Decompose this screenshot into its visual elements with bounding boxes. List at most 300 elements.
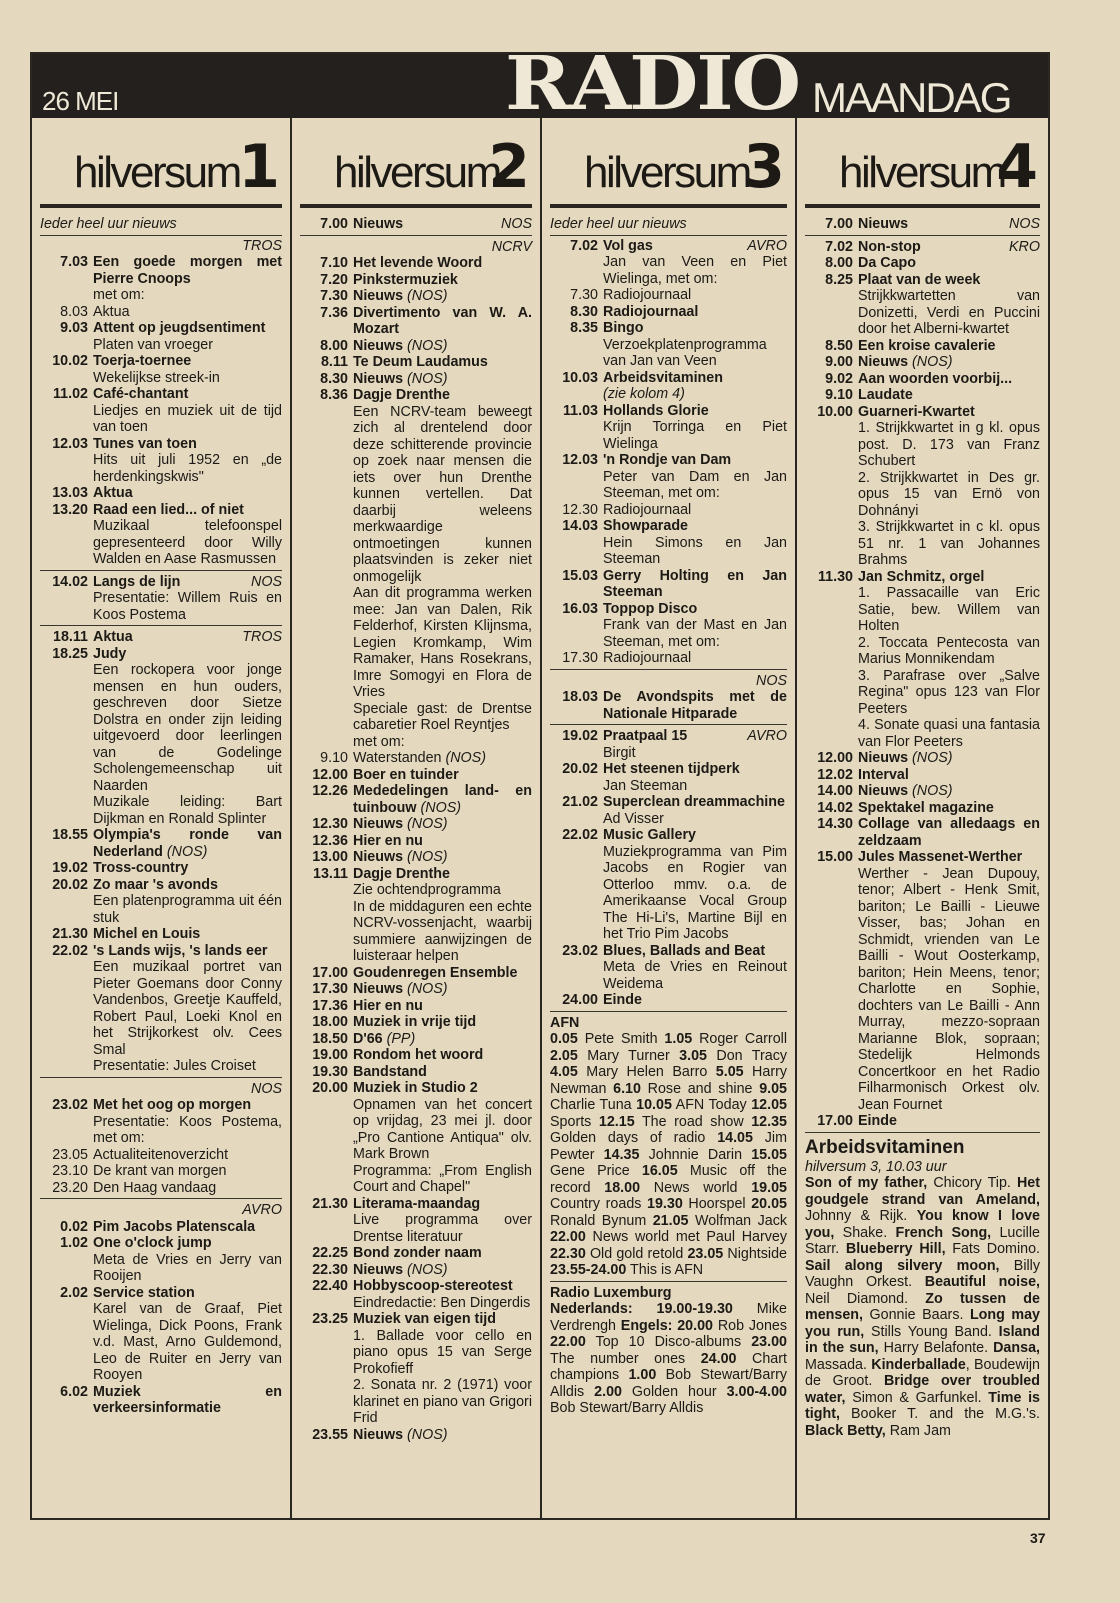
program-time: 8.36	[320, 387, 348, 403]
program-title: Da Capo	[858, 255, 916, 271]
bold-segment: 2.00	[594, 1383, 622, 1400]
program-entry	[300, 288, 532, 305]
program-title: D'66	[353, 1030, 383, 1047]
text-segment: Johnny & Rijk.	[805, 1208, 917, 1224]
program-entry	[300, 1278, 532, 1311]
program-title: Aktua	[93, 303, 130, 320]
program-time: 17.30	[312, 981, 348, 997]
program-title: Service station	[93, 1284, 195, 1301]
station-name: hilversum	[584, 148, 750, 197]
program-title: Spektakel magazine	[858, 799, 994, 816]
program-text	[353, 849, 532, 866]
text-segment: This is AFN	[626, 1262, 704, 1278]
program-text	[603, 403, 787, 453]
program-time: 18.55	[52, 827, 88, 843]
program-text	[858, 239, 1040, 256]
program-description: Een platenprogramma uit één stuk	[93, 893, 282, 926]
bold-segment: 0.05	[550, 1031, 578, 1047]
broadcaster-label: TROS	[242, 237, 282, 254]
program-entry	[550, 238, 787, 288]
program-title: Aktua	[93, 629, 133, 645]
program-entry	[40, 1285, 282, 1384]
program-text	[93, 646, 282, 828]
program-description: Presentatie: Koos Postema, met om:	[93, 1113, 282, 1146]
text-segment: Golden days of radio	[550, 1130, 718, 1146]
program-text	[353, 305, 532, 338]
program-time: 10.00	[817, 403, 853, 420]
program-description: Verzoekplatenprogramma van Jan van Veen	[603, 336, 767, 369]
program-time: 23.02	[52, 1097, 88, 1113]
program-title: Te Deum Laudamus	[353, 354, 488, 370]
divider	[300, 235, 532, 236]
bold-segment: 23.55-24.00	[550, 1262, 627, 1278]
program-description: Zie ochtendprogramma	[353, 882, 501, 898]
program-text	[353, 783, 532, 816]
column-hilversum-3	[540, 118, 795, 1518]
broadcaster-suffix: (NOS)	[420, 799, 462, 816]
program-entry	[805, 1113, 1040, 1130]
program-title: Radiojournaal	[603, 303, 699, 320]
station-number: 2	[488, 132, 530, 202]
program-description: Muzikale leiding: Bart Dijkman en Ronald Splinter	[93, 794, 282, 827]
program-time: 22.02	[562, 827, 598, 843]
program-description: 3. Parafrase over „Salve Regina" opus 123 van Flor Peeters	[858, 667, 1040, 717]
program-text	[603, 502, 787, 519]
broadcaster-label: AVRO	[242, 1202, 282, 1218]
program-time: 13.11	[313, 865, 348, 882]
program-description: Werther - Jean Dupouy, tenor; Albert - Henk Smit, bariton; Le Bailli - Lieuwe Visser, bas; Johan en Schmidt, vrienden van Le Bailli - Wout Oosterkamp, bariton; Hein Meens, tenor; Charlotte en Sophie, dochters van Le Bailli - Ann Murray, mezzo-sopraan Marianne Blok, sopraan; Stedelijk Helmonds Concertkoor en het Radio Filharmonisch Orkest olv. Jean Fournet	[858, 865, 1040, 1113]
program-entry	[300, 1031, 532, 1048]
bold-segment: 19.05	[751, 1179, 787, 1196]
program-title: Goudenregen Ensemble	[353, 964, 518, 981]
text-segment: Billy Vaughn Orkest.	[805, 1257, 1041, 1290]
broadcaster-suffix: (NOS)	[407, 816, 448, 832]
program-description: Ad Visser	[603, 810, 664, 827]
program-text	[603, 320, 787, 370]
bold-segment: Black Betty,	[805, 1422, 886, 1439]
program-text	[603, 287, 787, 304]
program-text	[353, 767, 532, 784]
program-entry	[805, 354, 1040, 371]
program-text	[603, 728, 787, 761]
program-text	[603, 568, 787, 601]
program-time: 21.02	[562, 794, 598, 810]
program-title: 's Lands wijs, 's lands eer	[93, 942, 268, 959]
program-text	[353, 272, 532, 289]
column-header	[40, 118, 282, 208]
program-description: 1. Passacaille van Eric Satie, bew. Willem van Holten	[858, 585, 1040, 634]
program-text	[603, 827, 787, 943]
program-time: 23.55	[312, 1426, 348, 1443]
program-title: De krant van morgen	[93, 1163, 227, 1179]
program-text	[858, 750, 1040, 767]
program-time: 13.03	[52, 485, 88, 501]
program-text	[603, 943, 787, 993]
bold-segment: 16.05	[641, 1163, 678, 1179]
divider	[550, 1281, 787, 1282]
program-title: Langs de lijn	[93, 573, 181, 590]
program-title: Tunes van toen	[93, 435, 197, 452]
feature-title: Arbeidsvitaminen	[805, 1136, 965, 1158]
text-segment: Jim Pewter	[550, 1130, 787, 1163]
program-text	[603, 518, 787, 568]
program-time: 19.00	[312, 1047, 348, 1063]
program-title: Nieuws	[353, 337, 404, 354]
program-time: 22.30	[312, 1261, 348, 1278]
program-text	[603, 304, 787, 321]
listing-paragraph	[805, 1175, 1040, 1439]
bold-segment: 5.05	[715, 1064, 744, 1080]
program-description: 1. Strijkkwartet in g kl. opus post. D. 173 van Franz Schubert	[858, 420, 1040, 469]
program-description: Meta de Vries en Reinout Weidema	[603, 959, 787, 992]
program-time: 20.00	[312, 1080, 348, 1096]
program-title: Radiojournaal	[603, 650, 692, 666]
column-header	[550, 118, 787, 208]
text-segment: Hoorspel	[682, 1196, 752, 1212]
station-name: hilversum	[839, 148, 1005, 197]
program-description: Krijn Torringa en Piet Wielinga	[603, 419, 787, 452]
program-time: 16.03	[562, 600, 598, 617]
program-description: Frank van der Mast en Jan Steeman, met om:	[603, 617, 787, 650]
program-title: Nieuws	[353, 216, 404, 232]
broadcaster-label: TROS	[242, 629, 282, 645]
bold-segment: Sail along silvery moon,	[805, 1257, 1000, 1274]
header-date: 26 MEI	[42, 86, 119, 116]
text-segment: Nightside	[723, 1245, 787, 1262]
program-entry	[40, 502, 282, 568]
broadcaster-suffix: (NOS)	[912, 750, 953, 766]
program-time: 9.10	[320, 750, 348, 766]
program-text	[353, 998, 532, 1015]
program-text	[858, 816, 1040, 849]
broadcaster-label: AVRO	[747, 237, 787, 254]
text-segment: Pete Smith	[577, 1031, 665, 1047]
text-segment: Bob Stewart/Barry Alldis	[550, 1400, 704, 1416]
program-title: Divertimento van W. A. Mozart	[353, 304, 532, 337]
program-time: 8.00	[825, 255, 853, 271]
text-segment: Gene Price	[550, 1163, 642, 1179]
program-entry	[300, 1245, 532, 1262]
program-entry	[550, 452, 787, 502]
program-title: Nieuws	[353, 370, 404, 387]
bold-segment: 1.05	[664, 1031, 693, 1047]
bold-segment: 23.00	[751, 1334, 787, 1350]
program-text	[93, 353, 282, 386]
bold-segment: 4.05	[550, 1064, 578, 1080]
program-entry	[805, 404, 1040, 569]
program-title: Nieuws	[353, 1426, 404, 1443]
program-text	[93, 1097, 282, 1147]
program-description: Presentatie: Jules Croiset	[93, 1058, 256, 1074]
program-entry	[550, 287, 787, 304]
program-text	[858, 387, 1040, 404]
program-entry	[300, 255, 532, 272]
program-entry	[300, 866, 532, 965]
program-time: 14.02	[817, 799, 853, 816]
text-segment: Mary Helen Barro	[577, 1064, 716, 1080]
bold-segment: Kinderballade	[871, 1356, 966, 1373]
program-text	[93, 860, 282, 877]
program-description: Hein Simons en Jan Steeman	[603, 534, 787, 567]
program-text	[603, 794, 787, 827]
program-title: Nieuws	[353, 849, 404, 865]
program-description: 2. Sonata nr. 2 (1971) voor klarinet en piano van Grigori Frid	[353, 1377, 532, 1426]
program-entry	[300, 272, 532, 289]
text-segment: Lucille Starr.	[805, 1224, 1040, 1257]
program-text	[353, 833, 532, 850]
program-time: 17.30	[562, 650, 598, 666]
program-list	[40, 208, 282, 1417]
bold-segment: Blueberry Hill,	[845, 1241, 946, 1257]
program-time: 23.05	[52, 1146, 88, 1163]
program-title: Hier en nu	[353, 997, 423, 1014]
bold-segment: Engels: 20.00	[620, 1317, 714, 1334]
program-time: 19.02	[52, 860, 88, 876]
program-entry	[805, 387, 1040, 404]
program-entry	[550, 502, 787, 519]
program-description: In de middaguren een echte NCRV-vossenjacht, waarbij summiere aanwijzingen de luisteraar helpen	[353, 898, 532, 964]
text-segment: Top 10 Disco-albums	[585, 1334, 752, 1350]
program-description: 2. Toccata Pentecosta van Marius Monnikendam	[858, 634, 1040, 667]
program-title: Guarneri-Kwartet	[858, 403, 975, 420]
program-text	[603, 689, 787, 722]
program-entry	[805, 767, 1040, 784]
program-text	[353, 816, 532, 833]
bold-segment: 10.05	[636, 1097, 672, 1113]
program-text	[353, 1047, 532, 1064]
bold-segment: Het goudgele strand van Ameland,	[805, 1175, 1041, 1208]
program-text	[353, 1196, 532, 1246]
program-text	[353, 255, 532, 272]
broadcaster-label: KRO	[1009, 238, 1040, 255]
bold-segment: 3.00-4.00	[726, 1383, 788, 1400]
program-time: 12.02	[817, 766, 853, 783]
program-time: 7.30	[570, 287, 598, 303]
listing-paragraph	[550, 1031, 787, 1279]
program-time: 8.30	[320, 370, 348, 387]
program-title: Dagje Drenthe	[353, 865, 450, 882]
program-description: Peter van Dam en Jan Steeman, met om:	[603, 468, 787, 501]
program-entry	[300, 305, 532, 338]
text-segment: Music off the record	[550, 1163, 787, 1196]
program-description: Muziekprogramma van Pim Jacobs en Rogier van Otterloo mmv. o.a. de Amerikaanse Vocal Group The Hi-Li's, Martine Bijl en het Trio Pim Jacobs	[603, 843, 787, 942]
divider	[40, 625, 282, 626]
program-title: Nieuws	[858, 783, 909, 799]
program-time: 10.03	[562, 369, 598, 386]
program-description: Jan van Veen en Piet Wielinga, met om:	[603, 254, 787, 287]
program-title: Een kroise cavalerie	[858, 337, 996, 354]
program-entry	[550, 761, 787, 794]
program-text	[93, 877, 282, 927]
program-title: Einde	[603, 992, 642, 1008]
program-title: Tross-country	[93, 860, 189, 876]
program-description: 3. Strijkkwartet in c kl. opus 51 nr. 1 van Johannes Brahms	[858, 519, 1040, 568]
program-description: Hits uit juli 1952 en „de herdenkingskwis"	[93, 452, 282, 485]
program-time: 13.20	[52, 501, 88, 518]
program-entry	[40, 485, 282, 502]
program-time: 8.35	[570, 320, 598, 336]
text-segment: Simon & Garfunkel.	[845, 1389, 989, 1406]
program-time: 7.10	[320, 255, 348, 271]
program-entry	[300, 849, 532, 866]
text-segment: Gonnie Baars.	[863, 1307, 970, 1323]
program-time: 20.02	[52, 876, 88, 893]
program-entry	[40, 860, 282, 877]
program-time: 19.02	[562, 728, 598, 744]
program-title: Rondom het woord	[353, 1047, 484, 1063]
program-text	[353, 981, 532, 998]
program-title: Interval	[858, 766, 909, 783]
hourly-news-note: Ieder heel uur nieuws	[40, 216, 282, 236]
divider	[550, 669, 787, 670]
program-title: Een goede morgen met Pierre Cnoops	[93, 254, 282, 287]
broadcaster-suffix: (NOS)	[407, 849, 448, 865]
program-time: 21.30	[52, 926, 88, 942]
program-entry	[300, 1196, 532, 1246]
program-description: Presentatie: Willem Ruis en Koos Postema	[93, 590, 282, 623]
station-name: hilversum	[334, 148, 500, 197]
program-title: Toppop Disco	[603, 600, 698, 617]
program-entry	[40, 353, 282, 386]
program-text	[603, 761, 787, 794]
program-time: 7.30	[320, 288, 348, 304]
text-segment: Wolfman Jack	[688, 1212, 787, 1229]
program-text	[93, 1285, 282, 1384]
broadcaster-label: NCRV	[491, 238, 532, 255]
program-title: One o'clock jump	[93, 1235, 212, 1251]
bold-segment: 22.30	[550, 1245, 586, 1262]
program-time: 12.03	[52, 435, 88, 452]
header-title: RADIO	[505, 41, 799, 127]
program-time: 22.02	[52, 942, 88, 959]
program-entry	[550, 403, 787, 453]
program-time: 7.02	[825, 238, 853, 255]
program-title: Bandstand	[353, 1063, 427, 1080]
text-segment: Massada.	[805, 1356, 872, 1373]
text-segment: Neil Diamond.	[805, 1290, 926, 1307]
program-entry	[550, 518, 787, 568]
program-time: 8.30	[570, 303, 598, 320]
program-entry	[300, 371, 532, 388]
program-text	[93, 1219, 282, 1236]
bold-segment: 21.05	[652, 1212, 689, 1229]
program-title: Laudate	[858, 387, 913, 403]
program-text	[353, 1014, 532, 1031]
section-heading: Radio Luxemburg	[550, 1284, 672, 1301]
program-entry	[300, 833, 532, 850]
program-entry	[40, 436, 282, 486]
bold-segment: 12.15	[598, 1113, 635, 1130]
page-number: 37	[1030, 1530, 1046, 1546]
text-segment: Country roads	[550, 1196, 648, 1212]
program-entry	[40, 646, 282, 828]
bold-segment: 22.00	[550, 1229, 586, 1245]
program-time: 8.00	[320, 337, 348, 354]
program-description: Meta de Vries en Jerry van Rooijen	[93, 1251, 282, 1284]
program-list	[805, 208, 1040, 1439]
program-entry	[300, 1311, 532, 1427]
broadcaster-label: NOS	[251, 1080, 282, 1097]
program-description: Opnamen van het concert op vrijdag, 23 mei jl. door „Pro Cantione Antiqua" olv. Mark Brown	[353, 1096, 532, 1162]
program-title: Plaat van de week	[858, 271, 981, 288]
program-text	[603, 238, 787, 288]
program-entry	[550, 601, 787, 651]
program-entry	[300, 783, 532, 816]
program-text	[353, 354, 532, 371]
program-title: Muziek van eigen tijd	[353, 1311, 496, 1327]
program-title: Den Haag vandaag	[93, 1179, 217, 1196]
text-segment: Harry Newman	[550, 1064, 787, 1097]
program-entry	[805, 239, 1040, 256]
text-segment: Rose and shine	[640, 1080, 760, 1097]
program-description: 1. Ballade voor cello en piano opus 15 van Serge Prokofieff	[353, 1327, 532, 1377]
program-time: 22.40	[312, 1278, 348, 1294]
bold-segment: 3.05	[679, 1047, 707, 1064]
feature-subtitle: hilversum 3, 10.03 uur	[805, 1158, 947, 1175]
broadcaster-suffix: (NOS)	[407, 1426, 448, 1443]
program-description: met om:	[93, 287, 145, 303]
program-text	[93, 304, 282, 321]
listing-paragraph	[550, 1301, 787, 1417]
program-entry	[550, 689, 787, 722]
program-text	[93, 1235, 282, 1285]
program-entry	[805, 272, 1040, 338]
bold-segment: 22.00	[550, 1334, 586, 1350]
program-entry	[300, 998, 532, 1015]
program-text	[353, 1427, 532, 1444]
program-title: Toerja-toernee	[93, 353, 192, 369]
program-time: 14.30	[817, 816, 853, 832]
program-title: Nieuws	[858, 750, 909, 766]
program-time: 10.02	[52, 353, 88, 369]
broadcaster-suffix: (NOS)	[407, 981, 448, 997]
divider	[40, 570, 282, 571]
program-time: 23.10	[52, 1163, 88, 1179]
program-description: Aan dit programma werken mee: Jan van Dalen, Rik Felderhof, Kirsten Klijnsma, Legien Kromkamp, Wim Ramaker, Hans Rosekrans, Imre Somogyi en Flora de Vries	[353, 585, 532, 700]
program-title: Aan woorden voorbij...	[858, 370, 1013, 387]
program-time: 12.30	[562, 501, 598, 518]
divider	[40, 1198, 282, 1199]
text-segment: Stills Young Band.	[864, 1323, 999, 1340]
program-text	[93, 436, 282, 486]
program-title: Muziek in vrije tijd	[353, 1014, 477, 1030]
program-description: Birgit	[603, 744, 636, 761]
text-segment: Mary Turner	[577, 1047, 680, 1064]
column-header	[805, 118, 1040, 208]
program-title: Olympia's ronde van Nederland	[93, 827, 282, 860]
program-time: 14.03	[562, 518, 598, 534]
program-title: Einde	[858, 1113, 897, 1129]
program-title: Superclean dreammachine	[603, 794, 785, 810]
program-text	[858, 783, 1040, 800]
program-entry	[300, 1080, 532, 1196]
divider	[550, 1011, 787, 1012]
program-entry	[40, 1235, 282, 1285]
text-segment: Golden hour	[621, 1383, 727, 1400]
text-segment: Fats Domino.	[945, 1241, 1040, 1257]
program-entry	[805, 816, 1040, 849]
program-entry	[40, 827, 282, 860]
program-text	[93, 386, 282, 436]
broadcaster-suffix: (NOS)	[407, 288, 448, 304]
program-entry	[550, 304, 787, 321]
program-time: 18.03	[562, 689, 598, 705]
program-time: 23.25	[312, 1311, 348, 1327]
program-description: Strijkkwartetten van Donizetti, Verdi en Puccini door het Alberni-kwartet	[858, 288, 1040, 337]
program-title: Het levende Woord	[353, 255, 483, 271]
program-time: 9.03	[60, 320, 88, 336]
program-time: 7.20	[320, 271, 348, 288]
